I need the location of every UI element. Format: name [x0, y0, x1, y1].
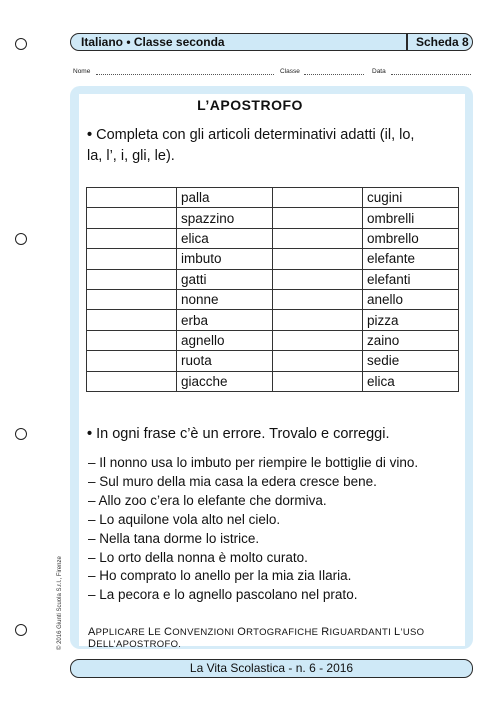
noun-left: spazzino: [177, 208, 273, 228]
exercise-1-text-line2: la, l’, i, gli, le).: [87, 148, 175, 164]
article-blank-right[interactable]: [273, 269, 363, 289]
noun-left: nonne: [177, 289, 273, 309]
article-table: [86, 187, 459, 392]
article-blank-left[interactable]: [87, 249, 177, 269]
article-blank-left[interactable]: [87, 289, 177, 309]
noun-right: ombrelli: [363, 208, 459, 228]
footer-bar: [70, 659, 473, 678]
exercise-1-text-line1: Completa con gli articoli determinativi adatti (il, lo,: [96, 127, 415, 143]
sentence-item: – Lo aquilone vola alto nel cielo.: [88, 511, 281, 527]
table-row: [87, 371, 459, 391]
copyright-notice: © 2016 Giunti Scuola S.r.l., Firenze: [57, 556, 63, 650]
table-row: [87, 289, 459, 309]
classe-field[interactable]: [304, 74, 364, 75]
article-blank-left[interactable]: [87, 188, 177, 208]
classe-label: Classe: [280, 68, 300, 75]
article-blank-left[interactable]: [87, 269, 177, 289]
learning-objective: [88, 626, 500, 650]
noun-left: agnello: [177, 330, 273, 350]
binder-hole-4: [15, 624, 27, 636]
sentence-item: – La pecora e lo agnello pascolano nel prato.: [88, 587, 358, 603]
bullet-1: •: [87, 127, 93, 143]
nome-label: Nome: [73, 68, 91, 75]
article-blank-right[interactable]: [273, 228, 363, 248]
data-label: Data: [372, 68, 386, 75]
header-title: Italiano • Classe seconda: [81, 35, 225, 49]
article-blank-right[interactable]: [273, 249, 363, 269]
noun-left: erba: [177, 310, 273, 330]
noun-right: cugini: [363, 188, 459, 208]
article-blank-left[interactable]: [87, 310, 177, 330]
article-blank-right[interactable]: [273, 330, 363, 350]
sentence-item: – Il nonno usa lo imbuto per riempire le bottiglie di vino.: [88, 455, 419, 470]
article-blank-right[interactable]: [273, 310, 363, 330]
noun-right: elefanti: [363, 269, 459, 289]
exercise-1-instructions: [87, 125, 465, 167]
table-row: [87, 208, 459, 228]
article-blank-left[interactable]: [87, 208, 177, 228]
exercise-2-text: In ogni frase c’è un errore. Trovalo e correggi.: [96, 426, 390, 442]
article-blank-right[interactable]: [273, 289, 363, 309]
noun-right: sedie: [363, 351, 459, 371]
noun-right: anello: [363, 289, 459, 309]
article-blank-right[interactable]: [273, 351, 363, 371]
footer-text: La Vita Scolastica - n. 6 - 2016: [189, 661, 354, 675]
scheda-number: Scheda 8: [416, 35, 469, 49]
nome-field[interactable]: [96, 74, 274, 75]
table-row: [87, 228, 459, 248]
article-blank-left[interactable]: [87, 371, 177, 391]
sentence-item: – Ho comprato lo anello per la mia zia Ilaria.: [88, 568, 352, 584]
sentence-item: – Sul muro della mia casa la edera cresce bene.: [88, 473, 377, 489]
noun-right: zaino: [363, 330, 459, 350]
header-divider: [406, 34, 408, 50]
binder-hole-3: [15, 428, 27, 440]
noun-left: ruota: [177, 351, 273, 371]
table-row: [87, 351, 459, 371]
table-row: [87, 188, 459, 208]
exercise-2-instructions: [87, 424, 465, 445]
table-row: [87, 249, 459, 269]
noun-right: pizza: [363, 310, 459, 330]
noun-right: elica: [363, 371, 459, 391]
sentence-item: – Allo zoo c’era lo elefante che dormiva.: [88, 492, 327, 508]
article-blank-left[interactable]: [87, 351, 177, 371]
table-row: [87, 310, 459, 330]
sentence-item: – Nella tana dorme lo istrice.: [88, 530, 260, 546]
noun-left: elica: [177, 228, 273, 248]
noun-left: palla: [177, 188, 273, 208]
table-row: [87, 269, 459, 289]
sentence-list: [88, 454, 418, 605]
noun-right: ombrello: [363, 228, 459, 248]
header-bar: [70, 33, 473, 51]
bullet-2: •: [87, 426, 93, 442]
article-blank-right[interactable]: [273, 208, 363, 228]
binder-hole-2: [15, 233, 27, 245]
binder-hole-1: [15, 38, 27, 50]
article-blank-left[interactable]: [87, 228, 177, 248]
data-field[interactable]: [391, 74, 471, 75]
article-blank-right[interactable]: [273, 188, 363, 208]
learning-objective-text: APPLICARE LE CONVENZIONI ORTOGRAFICHE RIGUARDANTI L’USO DELL’APOSTROFO.: [88, 626, 425, 650]
table-row: [87, 330, 459, 350]
article-blank-right[interactable]: [273, 371, 363, 391]
worksheet-title: L’APOSTROFO: [197, 97, 303, 113]
noun-right: elefante: [363, 249, 459, 269]
noun-left: gatti: [177, 269, 273, 289]
article-blank-left[interactable]: [87, 330, 177, 350]
noun-left: giacche: [177, 371, 273, 391]
noun-left: imbuto: [177, 249, 273, 269]
sentence-item: – Lo orto della nonna è molto curato.: [88, 549, 308, 565]
